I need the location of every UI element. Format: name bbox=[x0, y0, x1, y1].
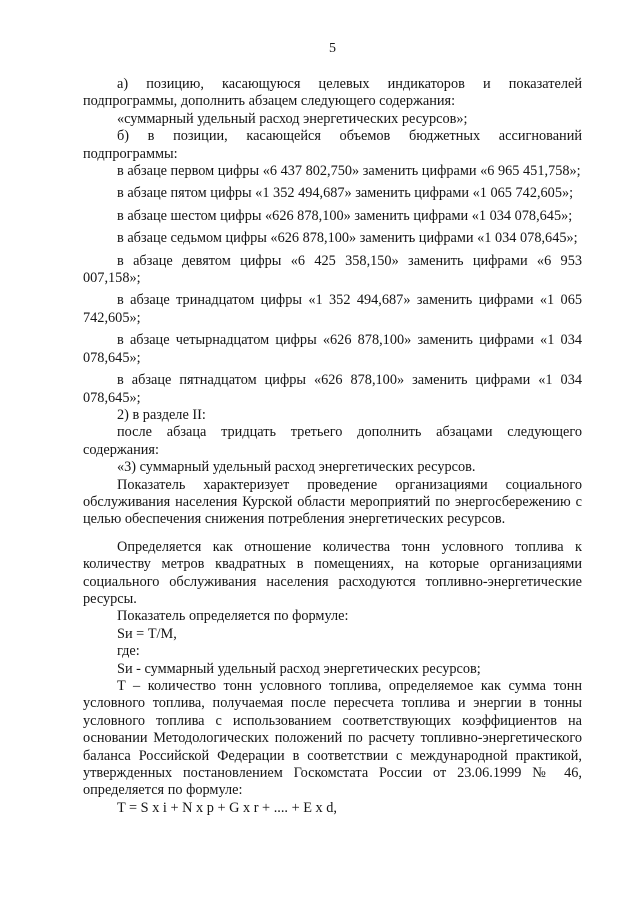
document-body bbox=[83, 76, 582, 817]
paragraph-replace-seventh: в абзаце седьмом цифры «626 878,100» заменить цифрами «1 034 078,645»; bbox=[117, 230, 578, 247]
paragraph-after-33: после абзаца тридцать третьего дополнить абзацами следующего содержания: bbox=[83, 424, 582, 458]
paragraph-t-definition: T – количество тонн условного топлива, определяемое как сумма тонн условного топлива, получаемая после пересчета топлива и энергии в тонны условного топлива с использованием соответствующих коэффициентов на основании Методологических положений по расчету топливно-энергетического баланса Российской Федерации в соответствии с международной практикой, утвержденных постановлением Госкомстата России от 23.06.1999 № 46, определяется по формуле: bbox=[83, 678, 582, 799]
paragraph-indicator-3: «3) суммарный удельный расход энергетических ресурсов. bbox=[117, 459, 476, 476]
paragraph-indicator-description: Показатель характеризует проведение организациями социального обслуживания населения Курской области мероприятий по энергосбережению с целью обеспечения снижения потребления энергетических ресурсов. bbox=[83, 476, 582, 528]
paragraph-replace-thirteenth: в абзаце тринадцатом цифры «1 352 494,687» заменить цифрами «1 065 742,605»; bbox=[83, 292, 582, 326]
paragraph-definition: Определяется как отношение количества тонн условного топлива к количеству метров квадратных в помещениях, на которые организациями социального обслуживания населения расходуются топливно-энергетические ресурсы. bbox=[83, 538, 582, 607]
paragraph-where: где: bbox=[117, 643, 140, 660]
paragraph-s-definition: Sи - суммарный удельный расход энергетических ресурсов; bbox=[117, 660, 481, 677]
paragraph-quoted-indicator: «суммарный удельный расход энергетических ресурсов»; bbox=[117, 110, 468, 127]
paragraph-replace-fourteenth: в абзаце четырнадцатом цифры «626 878,100» заменить цифрами «1 034 078,645»; bbox=[83, 332, 582, 366]
paragraph-replace-fifth: в абзаце пятом цифры «1 352 494,687» заменить цифрами «1 065 742,605»; bbox=[117, 185, 574, 202]
formula-t-sum: T = S x i + N x p + G x r + .... + E x d, bbox=[117, 799, 337, 816]
paragraph-section-2: 2) в разделе II: bbox=[117, 406, 206, 423]
paragraph-item-a: а) позицию, касающуюся целевых индикаторов и показателей подпрограммы, дополнить абзацем следующего содержания: bbox=[83, 76, 582, 110]
paragraph-replace-sixth: в абзаце шестом цифры «626 878,100» заменить цифрами «1 034 078,645»; bbox=[117, 207, 573, 224]
paragraph-formula-intro: Показатель определяется по формуле: bbox=[117, 608, 349, 625]
paragraph-replace-fifteenth: в абзаце пятнадцатом цифры «626 878,100» заменить цифрами «1 034 078,645»; bbox=[83, 372, 582, 406]
paragraph-replace-first: в абзаце первом цифры «6 437 802,750» заменить цифрами «6 965 451,758»; bbox=[117, 163, 581, 180]
formula-s-equals-t-over-m: Sи = T/M, bbox=[117, 625, 177, 642]
paragraph-item-b: б) в позиции, касающейся объемов бюджетных ассигнований подпрограммы: bbox=[83, 128, 582, 162]
paragraph-replace-ninth: в абзаце девятом цифры «6 425 358,150» заменить цифрами «6 953 007,158»; bbox=[83, 252, 582, 287]
page-number: 5 bbox=[329, 41, 336, 56]
